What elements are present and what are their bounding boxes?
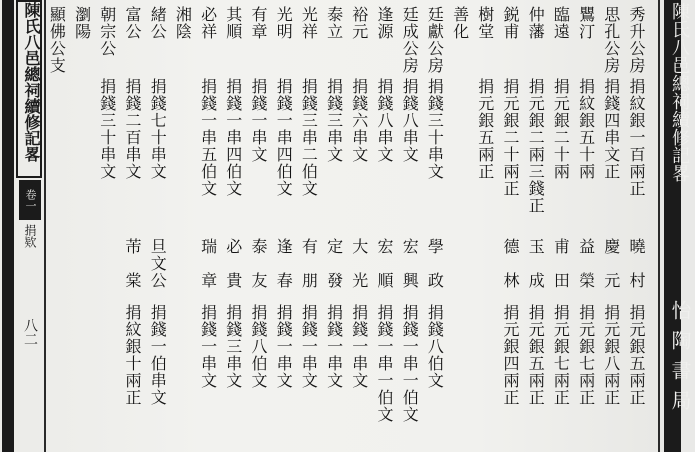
donor-name: 德 林 [501,238,520,289]
donor-name: 定 發 [324,238,344,289]
donation-amount: 捐元銀二兩三錢正 [526,78,546,214]
donation-amount: 捐錢三串文 [223,304,243,389]
donation-amount: 捐元銀八兩正 [601,304,621,406]
donor-name: 曉 村 [627,238,646,289]
donation-amount: 捐錢一串四伯文 [223,78,243,197]
donor-name: 善化 [450,6,470,40]
donation-amount: 捐錢三串二伯文 [299,78,319,197]
donor-name: 鸎汀 [576,6,596,40]
donation-amount: 捐錢一串一伯文 [375,304,394,423]
donation-amount: 捐錢二百串文 [123,78,142,180]
donation-amount: 捐錢七十串文 [148,78,168,180]
donor-name: 光祥 [299,6,319,40]
donation-amount: 捐錢一串文 [299,304,319,389]
donor-name: 仲藩 [526,6,546,40]
donor-name: 秀升公房 [627,6,646,74]
donor-name: 朝宗公 [97,6,117,57]
donor-name: 裕元 [349,6,369,40]
donation-amount: 捐錢八串文 [400,78,420,163]
donation-amount: 捐錢三十串文 [97,78,117,180]
donor-name: 芾 棠 [123,238,142,289]
donation-amount: 捐元銀二十兩 [551,78,571,180]
donor-name: 思孔公房 [601,6,621,74]
donation-amount: 捐元銀四兩正 [501,304,520,406]
donor-name: 宏 順 [375,238,394,289]
donor-name: 湘陰 [173,6,193,40]
right-rule [658,0,660,452]
donation-amount: 捐錢一串一伯文 [400,304,420,423]
donation-amount: 捐元銀七兩正 [576,304,596,406]
donation-amount: 捐元銀五兩正 [526,304,546,406]
donor-name: 鋭甫 [501,6,520,40]
donor-name: 逢源 [375,6,394,40]
donor-name: 必祥 [198,6,218,40]
donation-amount: 捐元銀二十兩正 [501,78,520,197]
donation-amount: 捐錢一串文 [249,78,268,163]
donor-name: 有 朋 [299,238,319,289]
left-edge-bar [2,0,14,452]
right-book-title: 陳氏八邑總祠續修記畧 [669,2,690,182]
donation-amount: 捐錢八伯文 [249,304,268,389]
page-number: 八二 [22,318,38,346]
donor-name: 宏 興 [400,238,420,289]
donor-name: 大 光 [349,238,369,289]
donation-amount: 捐錢一伯串文 [148,304,168,406]
donation-amount: 捐紋銀五十兩 [576,78,596,180]
donation-amount: 捐元銀五兩正 [475,78,495,180]
donation-amount: 捐錢四串文正 [601,78,621,180]
donor-name: 慶 元 [601,238,621,289]
donor-name: 臨遠 [551,6,571,40]
juan-label: 卷一 [19,180,41,220]
donation-amount: 捐紋銀一百兩正 [627,78,646,197]
donation-amount: 捐錢一串文 [324,304,344,389]
donor-name: 廷獻公房 [425,6,445,74]
donor-name: 泰立 [324,6,344,40]
donation-amount: 捐錢一串四伯文 [274,78,294,197]
donor-name: 逢 春 [274,238,294,289]
donor-name: 旦文公 [148,238,168,289]
publisher-name: 怡陶書局 [668,300,692,420]
donor-name: 瑞 章 [198,238,218,289]
donation-amount: 捐錢一串五伯文 [198,78,218,197]
donor-name: 富公 [123,6,142,40]
donor-name: 泰 友 [249,238,268,289]
donation-amount: 捐錢三串文 [324,78,344,163]
donor-name: 光明 [274,6,294,40]
donor-name: 益 榮 [576,238,596,289]
donation-amount: 捐錢八串文 [375,78,394,163]
donor-name: 緒公 [148,6,168,40]
donation-amount: 捐錢一串文 [274,304,294,389]
donation-amount: 捐紋銀十兩正 [123,304,142,406]
donor-name: 樹堂 [475,6,495,40]
donor-name: 瀏陽 [72,6,92,40]
donor-name: 甫 田 [551,238,571,289]
donor-name: 其順 [223,6,243,40]
section-label: 捐欵 [23,224,37,248]
donor-name: 顯佛公支 [47,6,67,74]
donor-name: 有章 [249,6,268,40]
donation-amount: 捐元銀五兩正 [627,304,646,406]
donation-amount: 捐錢六串文 [349,78,369,163]
donor-name: 學 政 [425,238,445,289]
donor-name: 必 貴 [223,238,243,289]
book-title: 陳氏八邑總祠續修記畧 [22,2,41,162]
donation-amount: 捐錢八伯文 [425,304,445,389]
donation-amount: 捐錢三十串文 [425,78,445,180]
donor-name: 玉 成 [526,238,546,289]
donation-amount: 捐元銀七兩正 [551,304,571,406]
margin-rule [44,0,46,452]
donation-amount: 捐錢一串文 [349,304,369,389]
donation-amount: 捐錢一串文 [198,304,218,389]
donor-name: 廷成公房 [400,6,420,74]
